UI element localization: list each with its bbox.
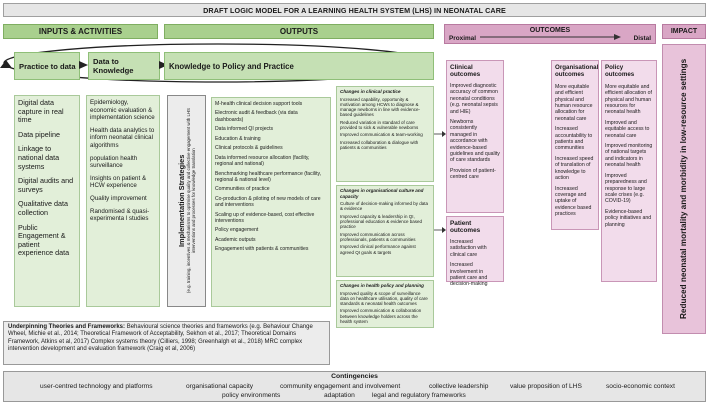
data-to-knowledge-column [86, 95, 160, 307]
contingency-item: community engagement and involvement [280, 383, 401, 390]
output-item: Academic outputs [215, 236, 256, 243]
clinical-outcome-item: Improved diagnostic accuracy of common neonatal conditions (e.g. neonatal sepsis and HIE) [450, 83, 498, 115]
org-outcome-item: Increased accountability to patients and communities [555, 126, 593, 152]
change-item: Reduced variation in standard of care provided to sick & vulnerable newborns [340, 119, 419, 131]
output-item: Data informed resource allocation (facility, regional and national) [215, 154, 310, 168]
knowledge-item: Quality improvement [90, 194, 147, 202]
outputs-list [211, 97, 331, 307]
title-text: DRAFT LOGIC MODEL FOR A LEARNING HEALTH SYSTEM (LHS) IN NEONATAL CARE [203, 5, 506, 15]
contingency-item: policy environments [222, 392, 281, 399]
inputs-activities-header [3, 24, 158, 39]
change-item: Improved quality & scope of surveillance data on healthcare utilisation, quality of care standards & neonatal health outcomes [340, 290, 428, 307]
impact-header [662, 24, 706, 39]
patient-outcome-item: Increased involvement in patient care and decision-making [450, 262, 488, 288]
output-item: Electronic audit & feedback (via data dashboards) [215, 110, 298, 123]
input-item: Qualitative data collection [18, 199, 68, 217]
change-item: Culture of decision-making informed by data & evidence [340, 201, 429, 212]
policy-outcomes-title: Policy outcomes [605, 64, 635, 79]
patient-outcomes-title: Patient outcomes [450, 220, 481, 234]
contingency-item: value proposition of LHS [510, 383, 582, 390]
output-item: Communities of practice [215, 186, 270, 193]
input-item: Public Engagement & patient experience data [18, 222, 70, 258]
patient-outcomes-box [446, 216, 504, 288]
change-item: Increased collaboration & dialogue with patients & communities [340, 139, 419, 150]
clinical-outcome-item: Provision of patient-centred care [450, 167, 496, 181]
data-to-knowledge-box [88, 52, 160, 80]
contingency-item: adaptation [324, 392, 355, 399]
strategies-title: Implementation Strategies [176, 154, 186, 248]
strategies-text [177, 101, 196, 301]
changes-title: Changes in clinical practice [340, 89, 401, 94]
theories-label: Underpinning Theories and Frameworks: [8, 324, 126, 330]
org-outcome-item: Increased speed of translation of knowledge to action [555, 155, 594, 182]
impact-header-text: IMPACT [670, 28, 698, 35]
changes-policy-box [336, 280, 434, 328]
knowledge-item: Epidemiology, economic evaluation & implementation science [90, 99, 155, 122]
contingencies-title: Contingencies [331, 373, 378, 380]
contingency-item: organisational capacity [186, 383, 254, 390]
output-item: Policy engagement [215, 227, 259, 234]
impact-box [662, 44, 706, 334]
policy-outcome-item: Improved monitoring of national targets and indicators in neonatal health [605, 143, 653, 169]
practice-to-data-box [14, 52, 80, 80]
changes-to-outcomes-arrows [434, 60, 446, 270]
change-item: Improved communication across professionals, patients & communities [340, 231, 416, 242]
change-item: Improved capacity & leadership in QI, professional education & evidence based practice [340, 213, 423, 230]
knowledge-item: Health data analytics to inform neonatal clinical algorithms [90, 126, 155, 149]
theories-text: Behavioural science theories and frameworks (e.g. Behaviour Change Wheel, Michie et al., 2014; Theoretical Framework of Acceptability, Sekhon et al., 2017; Theoretical Domains Framework, Atkins et al, 2017) Complex systems theory (Cilliers, 1998; Greenhalgh et al., 2018) MRC complex intervention development and evaluation framework (Craig et al, 2006) [8, 324, 313, 353]
output-item: M-health clinical decision support tools [215, 101, 303, 107]
page-title [3, 3, 706, 17]
impact-text: Reduced neonatal mortality and morbidity in low-resource settings [679, 58, 688, 320]
output-item: Scaling up of evidence-based, cost effective interventions [215, 211, 315, 224]
knowledge-to-policy-label: Knowledge to Policy and Practice [169, 61, 294, 71]
input-item: Linkage to national data systems [18, 144, 60, 171]
contingency-item: user-centred technology and platforms [40, 383, 153, 390]
knowledge-item: Randomised & quasi-experimenta l studies [90, 207, 150, 223]
policy-outcome-item: Improved preparedness and response to large scale crises (e.g. COVID-19) [605, 172, 647, 205]
contingencies-box [3, 371, 706, 402]
outputs-header [164, 24, 434, 39]
changes-title: Changes in health policy and planning [340, 283, 424, 288]
clinical-outcomes-box [446, 60, 504, 213]
org-outcome-item: More equitable and efficient physical and human resource allocation for neonatal care [555, 83, 593, 122]
theories-box [3, 321, 330, 365]
patient-outcome-item: Increased satisfaction with clinical care [450, 239, 487, 258]
clinical-outcomes-title: Clinical outcomes [450, 64, 481, 78]
knowledge-item: population health surveillance [90, 154, 138, 170]
practice-to-data-label: Practice to data [19, 61, 76, 71]
proximal-distal-arrow [478, 33, 623, 41]
change-item: Improved communication & team-working [340, 132, 423, 138]
output-item: Engagement with patients & communities [215, 246, 309, 253]
changes-organisational-box [336, 185, 434, 277]
output-item: Co-production & piloting of new models of care and interventions [215, 195, 321, 209]
input-item: Digital data capture in real time [18, 98, 64, 125]
organisational-outcomes-box [551, 60, 599, 230]
implementation-strategies-box [167, 95, 206, 307]
change-item: Improved communication & collaboration between knowledge holders across the health system [340, 308, 422, 325]
knowledge-item: Insights on patient & HCW experience [90, 174, 147, 190]
changes-clinical-box [336, 86, 434, 182]
outputs-header-text: OUTPUTS [279, 27, 319, 36]
org-outcome-item: Increased coverage and uptake of evidence based practices [555, 185, 592, 218]
contingency-item: legal and regulatory frameworks [372, 392, 466, 399]
policy-outcome-item: Improved and equitable access to neonatal care [605, 119, 650, 139]
distal-label: Distal [633, 35, 651, 42]
output-item: Benchmarking healthcare performance (facility, regional & national level) [215, 170, 322, 183]
clinical-outcome-item: Newborns consistently managed in accordance with evidence-based guidelines and quality of care standards [450, 119, 500, 164]
policy-outcome-item: Evidence-based policy initiatives and planning [605, 208, 652, 228]
strategies-subtitle: (e.g. training, incentives & mechanisms to optimise quality and collective engagement with LHS interventions and processes for knowledge translation [185, 108, 196, 294]
contingency-item: collective leadership [429, 383, 489, 390]
input-item: Digital audits and surveys [18, 176, 74, 194]
inputs-column [14, 95, 80, 307]
policy-outcome-item: More equitable and efficient allocation of physical and human resources for neonatal health [605, 83, 652, 116]
input-item: Data pipeline [18, 129, 60, 139]
data-to-knowledge-label: Data to Knowledge [93, 57, 134, 75]
org-outcomes-title: Organisational outcomes [555, 64, 599, 79]
policy-outcomes-box [601, 60, 657, 282]
inputs-header-text: INPUTS & ACTIVITIES [38, 27, 123, 36]
output-item: Education & training [215, 135, 261, 142]
change-item: Improved clinical performance against agreed QI goals & targets [340, 244, 416, 255]
changes-title: Changes in organisational culture and capacity [340, 188, 424, 199]
contingency-item: socio-economic context [606, 383, 675, 390]
knowledge-to-policy-box [164, 52, 434, 80]
change-item: Increased capability, opportunity & motivation among HCWs to diagnose & manage newborns in line with evidence-based guidelines [340, 96, 421, 118]
outcomes-header-text: OUTCOMES [529, 27, 571, 34]
output-item: Data informed QI projects [215, 126, 274, 133]
output-item: Clinical protocols & guidelines [215, 145, 283, 152]
proximal-label: Proximal [449, 35, 476, 42]
